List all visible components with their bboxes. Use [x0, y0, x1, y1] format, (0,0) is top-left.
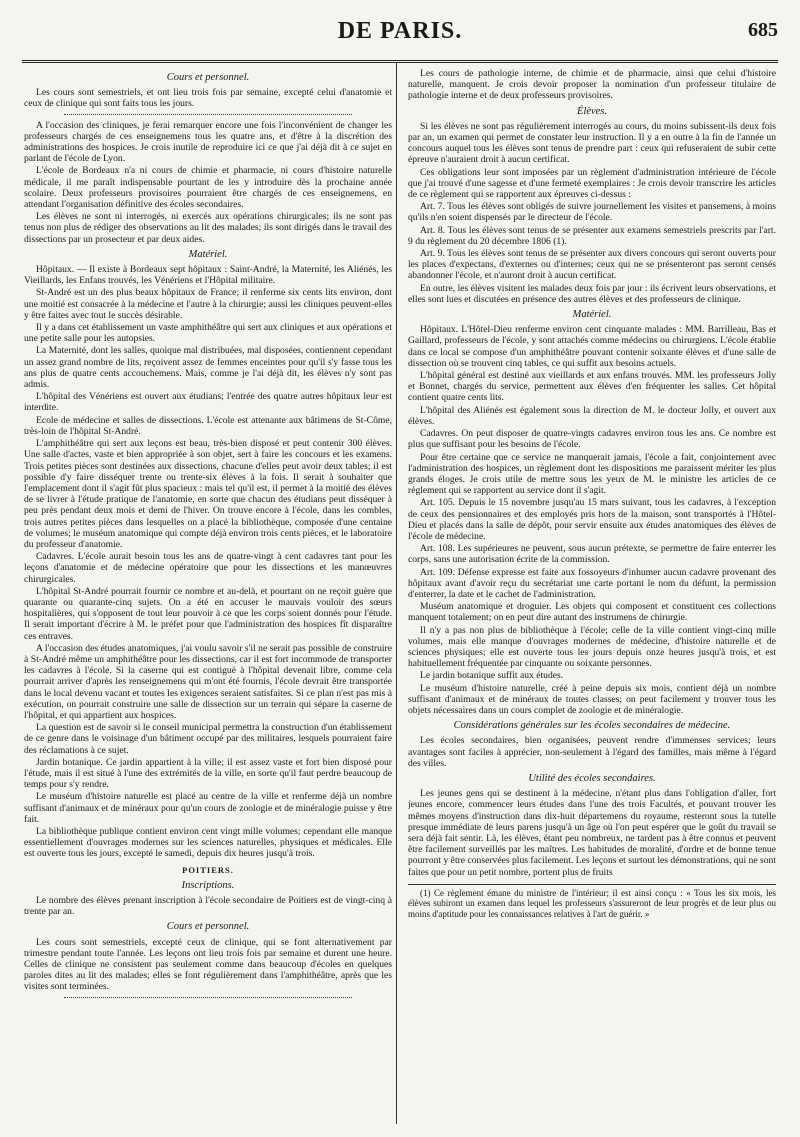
paragraph: La question est de savoir si le conseil municipal permettra la construction d'un établissement de ce genre dans le voisinage d'un bâtiment occupé par des militaires, lesquels pourraient faire des réclamations à ce sujet.	[24, 722, 392, 756]
paragraph: Les écoles secondaires, bien organisées, peuvent rendre d'immenses services; leurs avantages sont faciles à apprécier, non-seulement à l'égard des familles, mais même à l'égard des villes.	[408, 735, 776, 769]
paragraph: Les cours sont semestriels, et ont lieu trois fois par semaine, excepté celui d'anatomie et ceux de clinique qui sont faits tous les jours.	[24, 87, 392, 110]
paragraph: L'hôpital général est destiné aux vieillards et aux enfans trouvés. MM. les professeurs Jolly et Bonnet, chargés du service, permettent aux élèves d'en fréquenter les salles. Cet hôpital contient quatre cents lits.	[408, 370, 776, 404]
paragraph: Le jardin botanique suffit aux études.	[420, 670, 564, 682]
paragraph: L'hôpital St-André pourrait fournir ce nombre et au-delà, et pourtant on ne reçoit guère que quarante ou quarante-cinq sujets. On a été en accuser le mauvais vouloir des sœurs hospitalières, qui s'opposent de tout leur pouvoir à ce que les corps soient donnés pour l'étude. Il serait important d'écrire à M. le préfet pour que l'administration des hospices fît disparaître ces entraves.	[24, 585, 392, 642]
paragraph: L'école de Bordeaux n'a ni cours de chimie et pharmacie, ni cours d'histoire naturelle médicale, il me paraît indispensable pourtant de les y introduire dès la prochaine année scolaire. Deux professeurs provisoires pourraient être chargés de ces enseignemens, en attendant l'organisation définitive des écoles secondaires.	[24, 165, 392, 211]
page-number: 685	[748, 19, 778, 41]
paragraph: Cadavres. On peut disposer de quatre-vingts cadavres environ tous les ans. Ce nombre est plus que suffisant pour les besoins de l'école.	[408, 428, 776, 451]
paragraph: Le nombre des élèves prenant inscription à l'école secondaire de Poitiers est de vingt-cinq à trente par an.	[24, 895, 392, 918]
paragraph: Ces obligations leur sont imposées par un règlement d'administration intérieure de l'école que j'ai trouvé d'une sagesse et d'une fermeté exemplaires : Je crois devoir transcrire les articles de ce règlement qui se rapportent aux épreuves ci-dessus :	[408, 166, 776, 201]
paragraph: Hôpitaux. L'Hôtel-Dieu renferme environ cent cinquante malades : MM. Barrilleau, Bas et Gaillard, professeurs de l'école, y sont attachés comme médecins ou chirurgiens. L'école établie dans ce local se compose d'un amphithéâtre pouvant contenir soixante élèves et d'une salle de dissection où se trouvent cinq tables, ce qui suffit aux besoins actuels.	[408, 324, 776, 369]
section-heading: Considérations générales sur les écoles secondaires de médecine.	[453, 720, 731, 732]
paragraph: Art. 105. Depuis le 15 novembre jusqu'au 15 mars suivant, tous les cadavres, à l'exception de ceux des pensionnaires et des employés pris hors de la maison, sont transportés à l'Hôtel-Dieu et placés dans la salle de dépôt, pour servir ensuite aux études anatomiques des élèves de l'école de médecine.	[408, 497, 776, 542]
page-header	[22, 18, 778, 52]
header-rule	[22, 60, 778, 63]
right-column	[408, 68, 776, 1118]
paragraph: Art. 109. Défense expresse est faite aux fossoyeurs d'inhumer aucun cadavre provenant des hôpitaux avant d'avoir reçu du secrétariat une carte portant le nom du défunt, la permission d'enterrer, la date et le cachet de l'administration.	[408, 566, 776, 600]
paragraph: Art. 7. Tous les élèves sont obligés de suivre journellement les visites et pansemens, à moins qu'ils n'en soient dispensés par le directeur de l'école.	[408, 201, 776, 224]
section-heading: Matériel.	[572, 309, 612, 321]
section-heading: Matériel.	[188, 248, 228, 260]
paragraph: Cadavres. L'école aurait besoin tous les ans de quatre-vingt à cent cadavres tant pour les leçons d'anatomie et de médecine opératoire que pour les dissections et les manœuvres chirurgicales.	[24, 551, 392, 585]
paragraph: Muséum anatomique et droguier. Les objets qui composent et constituent ces collections manquent totalement; on en peut dire autant des instrumens de chirurgie.	[408, 601, 776, 624]
paragraph: A l'occasion des études anatomiques, j'ai voulu savoir s'il ne serait pas possible de construire à St-André même un amphithéâtre pour les dissections, car il est fort incommode de transporter les cadavres à l'école. Si la caserne qui est contiguë à l'hôpital devenait libre, comme cela pourrait arriver d'après les renseignemens qui m'ont été fournis, l'école devrait être transportée dans le local devenu vacant et toutes les exigences seraient satisfaites. Si ce plan n'est pas mis à exécution, on pourrait construire une salle de dissection sur un terrain qui sépare la caserne de l'hôpital, et qui appartient aux hospices.	[24, 642, 392, 721]
section-heading: Utilité des écoles secondaires.	[528, 772, 656, 784]
running-title: DE PARIS.	[337, 18, 463, 44]
paragraph: Le muséum d'histoire naturelle, créé à peine depuis six mois, contient déjà un nombre suffisant d'animaux et de minéraux de toutes classes; on peut facilement y trouver tous les objets nécessaires dans un cours complet de zoologie et de minéralogie.	[408, 682, 776, 716]
paragraph: Les élèves ne sont ni interrogés, ni exercés aux opérations chirurgicales; ils ne sont pas tenus non plus de rédiger des observations au lit des malades; ils sont dirigés dans le travail des dissections par un prosecteur et par deux aides.	[24, 211, 392, 245]
paragraph: Jardin botanique. Ce jardin appartient à la ville; il est assez vaste et fort bien disposé pour l'étude, mais il est situé à l'une des extrémités de la ville, en sorte qu'il faut perdre beaucoup de temps pour s'y rendre.	[24, 756, 392, 791]
paragraph: L'hôpital des Aliénés est également sous la direction de M. le docteur Jolly, et ouvert aux élèves.	[408, 404, 776, 427]
paragraph: Il y a dans cet établissement un vaste amphithéâtre qui sert aux cliniques et aux opérations et une petite salle pour les autopsies.	[24, 322, 392, 345]
paragraph: Les cours sont semestriels, excepté ceux de clinique, qui se font alternativement par trimestre pendant toute l'année. Les leçons ont lieu trois fois par semaine et durent une heure. Celles de clinique ne consistent pas seulement comme dans beaucoup d'écoles en quelques paroles dites au lit des malades; elles se font régulièrement dans l'amphithéâtre, après que les visites sont terminées.	[24, 936, 392, 993]
section-heading: Inscriptions.	[181, 879, 235, 891]
paragraph: St-André est un des plus beaux hôpitaux de France; il renferme six cents lits environ, dont une moitié est consacrée à la médecine et l'autre à la chirurgie; aussi les cliniques peuvent-elles y être faites avec tout le succès désirable.	[24, 287, 392, 321]
paragraph: Il n'y a pas non plus de bibliothèque à l'école; celle de la ville contient vingt-cinq mille volumes, mais elle manque d'ouvrages modernes de médecine, d'histoire naturelle et de sciences physiques; elle est ouverte tous les jours depuis onze heures jusqu'à trois, et est habituellement fréquentée par cinquante ou soixante personnes.	[408, 624, 776, 670]
paragraph: Si les élèves ne sont pas régulièrement interrogés au cours, du moins subissent-ils deux fois par an, un examen qui permet de constater leur instruction. Il y a en outre à la fin de l'année un concours auquel tous les élèves sont tenus de prendre part : ceux qui refuseraient de subir cette épreuve n'auraient droit à aucun certificat.	[408, 120, 776, 166]
paragraph: Le muséum d'histoire naturelle est placé au centre de la ville et renferme déjà un nombre suffisant d'animaux et de minéraux pour qu'un cours de zoologie et de minéralogie puisse y être fait.	[24, 791, 392, 825]
left-column	[24, 68, 392, 1118]
section-heading: Cours et personnel.	[166, 72, 250, 83]
paragraph: L'hôpital des Vénériens est ouvert aux étudians; l'entrée des quatre autres hôpitaux leur est interdite.	[24, 391, 392, 414]
city-heading: POITIERS.	[182, 864, 234, 875]
paragraph: En outre, les élèves visitent les malades deux fois par jour : ils écrivent leurs observations, et elles sont lues et discutées en présence des autres élèves et des professeurs de clinique.	[408, 282, 776, 305]
footnote-rule	[408, 884, 776, 885]
footnote: (1) Ce règlement émane du ministre de l'intérieur; il est ainsi conçu : « Tous les six mois, les élèves subiront un examen dans lequel les professeurs s'assureront de leur progrès et de leur plus ou moins d'aptitude pour les connaissances relatives à l'art de guérir. »	[408, 887, 776, 919]
paragraph: Art. 108. Les supérieures ne peuvent, sous aucun prétexte, se permettre de faire enterrer les corps, sans une autorisation écrite de la commission.	[408, 543, 776, 566]
paragraph: Les jeunes gens qui se destinent à la médecine, n'étant plus dans l'obligation d'aller, fort jeunes encore, commencer leurs études dans l'une des trois Facultés, et pouvant trouver les mêmes moyens d'instruction dans dix-huit départemens du royaume, resteront sous la tutelle presque immédiate de leurs parens jusqu'à un âge où l'on peut espérer que le goût du travail se sera déjà fait sentir. Là, les élèves, étant peu nombreux, ne tardent pas à être connus et peuvent être facilement surveillés par les maîtres. Les habitudes de moralité, d'ordre et de bonne tenue pourront y être conservées plus facilement. Les leçons et surtout les démonstrations, qui ne sont faites que pour un petit nombre, portent plus de fruits	[408, 788, 776, 878]
dotted-separator	[64, 997, 352, 998]
paragraph: Pour être certaine que ce service ne manquerait jamais, l'école a fait, conjointement avec l'administration des hospices, un règlement dont les dispositions me paraissent mériter les plus grands éloges. Je crois utile de mettre sous les yeux de M. le ministre les articles de ce règlement qui se rapportent au service dont il s'agit.	[408, 451, 776, 497]
paragraph: A l'occasion des cliniques, je ferai remarquer encore une fois l'inconvénient de changer les professeurs chargés de ces enseignemens tous les quatre ans, et d'être à la discrétion des administrations des hospices. Je crois inutile de reproduire ici ce que j'ai déjà dit à ce sujet en parlant de l'école de Lyon.	[24, 119, 392, 165]
dotted-separator	[64, 114, 352, 115]
paragraph: La bibliothèque publique contient environ cent vingt mille volumes; cependant elle manque essentiellement d'ouvrages modernes sur les sciences naturelles, physiques et médicales. Elle est ouverte tous les jours, excepté le samedi, depuis dix heures jusqu'à trois.	[24, 826, 392, 860]
paragraph: Hôpitaux. — Il existe à Bordeaux sept hôpitaux : Saint-André, la Maternité, les Aliénés, les Vieillards, les Enfans trouvés, les Vénériens et l'Hôpital militaire.	[24, 264, 392, 287]
paragraph: Ecole de médecine et salles de dissections. L'école est attenante aux bâtimens de St-Côme, très-loin de l'hôpital St-André.	[24, 414, 392, 437]
paragraph: Art. 8. Tous les élèves sont tenus de se présenter aux examens semestriels prescrits par l'art. 9 du règlement du 20 décembre 1806 (1).	[408, 224, 776, 247]
paragraph: Les cours de pathologie interne, de chimie et de pharmacie, ainsi que celui d'histoire naturelle, manquent. Je crois devoir proposer la nomination d'un professeur titulaire de pathologie interne et de deux professeurs provisoires.	[408, 68, 776, 102]
paragraph: Art. 9. Tous les élèves sont tenus de se présenter aux divers concours qui seront ouverts pour les places d'expectans, d'externes ou d'internes; ceux qui ne se présenteront pas seront censés abandonner l'école, et n'auront droit à aucun certificat.	[408, 248, 776, 282]
section-heading: Élèves.	[576, 105, 608, 117]
section-heading: Cours et personnel.	[166, 921, 250, 933]
paragraph: L'amphithéâtre qui sert aux leçons est beau, très-bien disposé et peut contenir 300 élèves. Une salle d'actes, vaste et bien appropriée à son objet, sert à faire les concours et les examens. Trois petites pièces sont destinées aux dissections, chacune d'elles peut avoir deux tables; il est possible d'y faire disséquer trente ou trente-six élèves à la fois. Il serait à souhaiter que l'emplacement dont il s'agit fût plus spacieux : mais tel qu'il est, il permet à la moitié des élèves de se livrer à l'étude pratique de l'anatomie, en sorte que chacun des étudians peut disséquer à peu près pendant deux mois et demi de l'hiver. On trouve encore à l'école, dans les combles, trois autres petites pièces dans lesquelles on a placé la bibliothèque, composée d'une centaine de volumes; le muséum anatomique qui compte déjà environ trois cents pièces, et le laboratoire du professeur d'anatomie.	[24, 438, 392, 550]
paragraph: La Maternité, dont les salles, quoique mal distribuées, mal disposées, contiennent cependant un assez grand nombre de lits, reçoivent assez de femmes enceintes pour qu'il s'y fasse tous les ans plus de quatre cents accouchemens. Mais, comme je l'ai déjà dit, les élèves n'y sont pas admis.	[24, 345, 392, 391]
column-divider	[396, 62, 397, 1124]
